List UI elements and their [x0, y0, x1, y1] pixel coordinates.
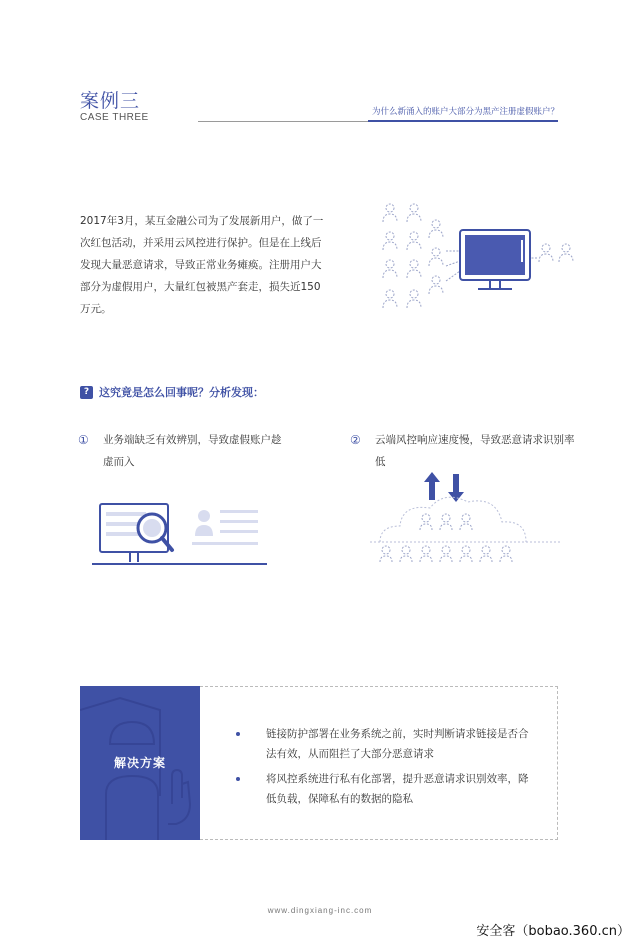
solution-label: 解决方案: [113, 756, 166, 770]
solution-label-panel: [80, 686, 200, 840]
solution-item-text: 链接防护部署在业务系统之前，实时判断请求链接是否合法有效，从而阻拦了大部分恶意请求: [266, 728, 529, 760]
question-icon: ?: [80, 386, 93, 399]
bullet-icon: [236, 777, 240, 781]
case-subtitle: CASE THREE: [80, 112, 149, 123]
monitor-icon: [460, 230, 530, 289]
finding-item: [78, 429, 288, 473]
finding-number: ②: [350, 433, 361, 447]
watermark: 安全客（bobao.360.cn）: [476, 924, 630, 939]
finding-text: 云端风控响应速度慢，导致恶意请求识别率低: [375, 434, 575, 468]
analysis-title: 这究竟是怎么回事呢？分析发现：: [99, 386, 264, 399]
finding-item: [350, 429, 575, 473]
solution-item: [236, 769, 536, 809]
case-question: 为什么新涌入的账户大部分为黑产注册虚假账户？: [372, 107, 560, 117]
bullet-icon: [236, 732, 240, 736]
header-divider: [198, 121, 368, 122]
crowd-icon: [380, 514, 512, 562]
header-divider-accent: [368, 120, 558, 122]
analysis-heading: [80, 384, 264, 400]
case-title: 案例三: [80, 90, 141, 112]
profile-card-icon: [192, 510, 258, 545]
solution-item-text: 将风控系统进行私有化部署，提升恶意请求识别效率，降低负载，保障私有的数据的隐私: [266, 773, 529, 805]
users-to-monitor-illustration: [378, 196, 578, 326]
cloud-arrows-illustration: [370, 470, 560, 575]
solution-item: [236, 724, 536, 764]
monitor-magnifier-illustration: [92, 496, 267, 568]
arrows-icon: [424, 472, 464, 502]
footer-url: www.dingxiang-inc.com: [267, 906, 373, 915]
finding-text: 业务端缺乏有效辨别，导致虚假账户趁虚而入: [103, 434, 282, 468]
intro-paragraph: 2017年3月，某互金融公司为了发展新用户，做了一次红包活动，并采用云风控进行保护。但是在上线后发现大量恶意请求，导致正常业务瘫痪。注册用户大部分为虚假用户，大量红包被黑产套走，损失近150万元。: [80, 215, 324, 315]
cloud-icon: [380, 497, 526, 542]
finding-number: ①: [78, 433, 89, 447]
